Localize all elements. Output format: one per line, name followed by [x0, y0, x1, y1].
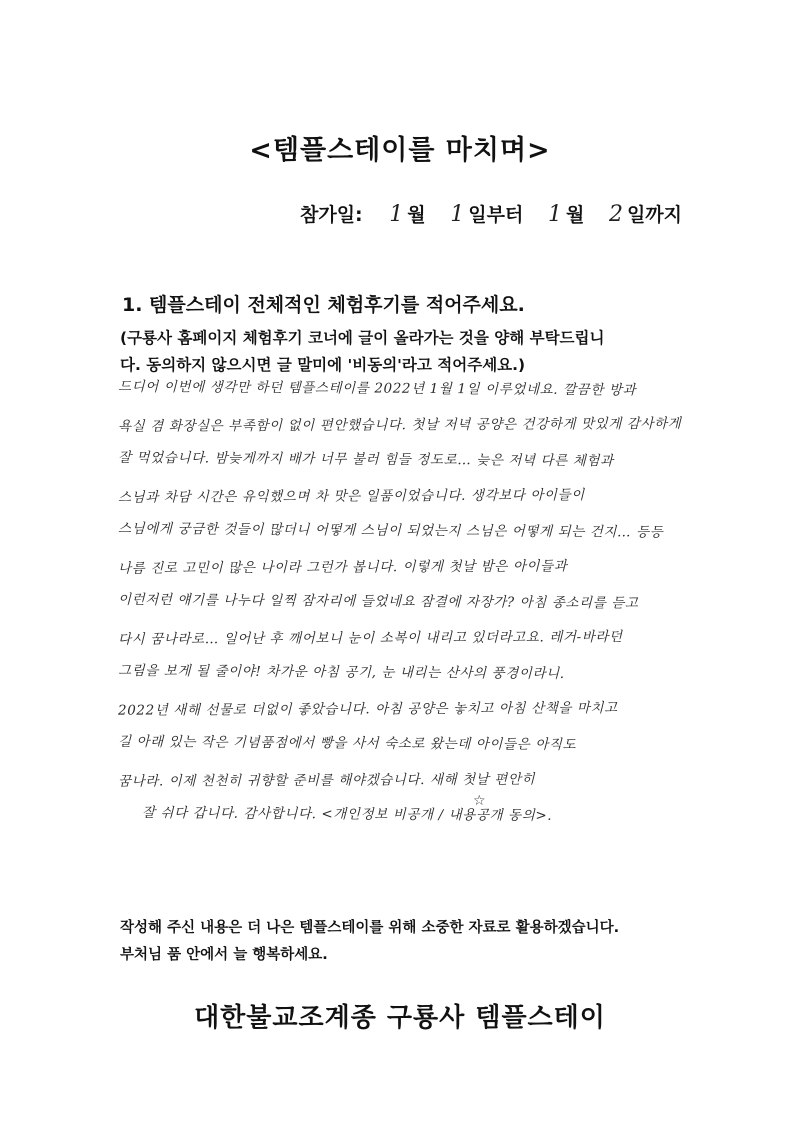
closing-note-line: 부처님 품 안에서 늘 행복하세요.: [120, 947, 328, 963]
closing-note: [120, 915, 619, 969]
review-line: 길 아래 있는 작은 기념품점에서 빵을 사서 숙소로 왔는데 아이들은 아직도: [117, 733, 577, 753]
start-month-unit: 월: [407, 204, 426, 226]
closing-note-line: 작성해 주신 내용은 더 나은 템플스테이를 위해 소중한 자료로 활용하겠습니다.: [120, 920, 620, 936]
review-line: 드디어 이번에 생각만 하던 템플스테이를 2022년 1월 1일 이루었네요. 깔끔한 방과: [117, 378, 637, 399]
handwritten-review: [118, 372, 758, 834]
organization-name: 대한불교조계종 구룡사 템플스테이: [194, 1003, 606, 1033]
form-title: <템플스테이를 마치며>: [249, 135, 551, 166]
review-line: 잘 쉬다 갑니다. 감사합니다. <개인정보 비공개 / 내용공개 동의>.: [141, 804, 553, 824]
instruction-line: 다. 동의하지 않으시면 글 말미에 '비동의'라고 적어주세요.): [120, 356, 526, 374]
section-heading: 1. 템플스테이 전체적인 체험후기를 적어주세요.: [122, 294, 525, 316]
start-day-value: 1: [450, 202, 465, 227]
until-unit: 일까지: [626, 204, 683, 226]
end-month-value: 1: [547, 202, 562, 227]
review-line: 그림을 보게 될 줄이야! 차가운 아침 공기, 눈 내리는 산사의 풍경이라니.: [117, 662, 565, 682]
start-month-value: 1: [389, 202, 404, 227]
star-doodle-icon: ☆: [473, 793, 486, 809]
review-line: 스님과 차담 시간은 유익했으며 차 맛은 일품이었습니다. 생각보다 아이들이: [117, 486, 585, 506]
participation-date-row: [300, 200, 682, 227]
review-line: 다시 꿈나라로… 일어난 후 깨어보니 눈이 소복이 내리고 있더라고요. 레거-바라던: [117, 628, 623, 648]
review-line: 2022년 새해 선물로 더없이 좋았습니다. 아침 공양은 놓치고 아침 산책을 마치고: [117, 699, 618, 719]
from-unit: 일부터: [468, 204, 524, 226]
review-line: 나름 진로 고민이 많은 나이라 그런가 봅니다. 이렇게 첫날 밤은 아이들과: [117, 557, 568, 577]
instruction-line: (구룡사 홈페이지 체험후기 코너에 글이 올라가는 것을 양해 부탁드립니: [120, 329, 605, 347]
end-month-unit: 월: [565, 204, 585, 226]
participation-date-label: 참가일:: [300, 204, 363, 226]
end-day-value: 2: [608, 202, 623, 227]
review-line: 욕실 겸 화장실은 부족함이 없이 편안했습니다. 첫날 저녁 공양은 건강하게 맛있게 감사하게: [117, 415, 682, 435]
review-line: 잘 먹었습니다. 밤늦게까지 배가 너무 불러 힘들 정도로… 늦은 저녁 다른 체험과: [117, 449, 614, 470]
review-line: 이런저런 얘기를 나누다 일찍 잠자리에 들었네요 잠결에 자장가? 아침 종소리를 듣고: [117, 591, 639, 612]
review-line: 꿈나라. 이제 천천히 귀향할 준비를 해야겠습니다. 새해 첫날 편안히: [117, 770, 536, 790]
review-line: 스님에게 궁금한 것들이 많더니 어떻게 스님이 되었는지 스님은 어떻게 되는 건지… 등등: [117, 520, 664, 541]
